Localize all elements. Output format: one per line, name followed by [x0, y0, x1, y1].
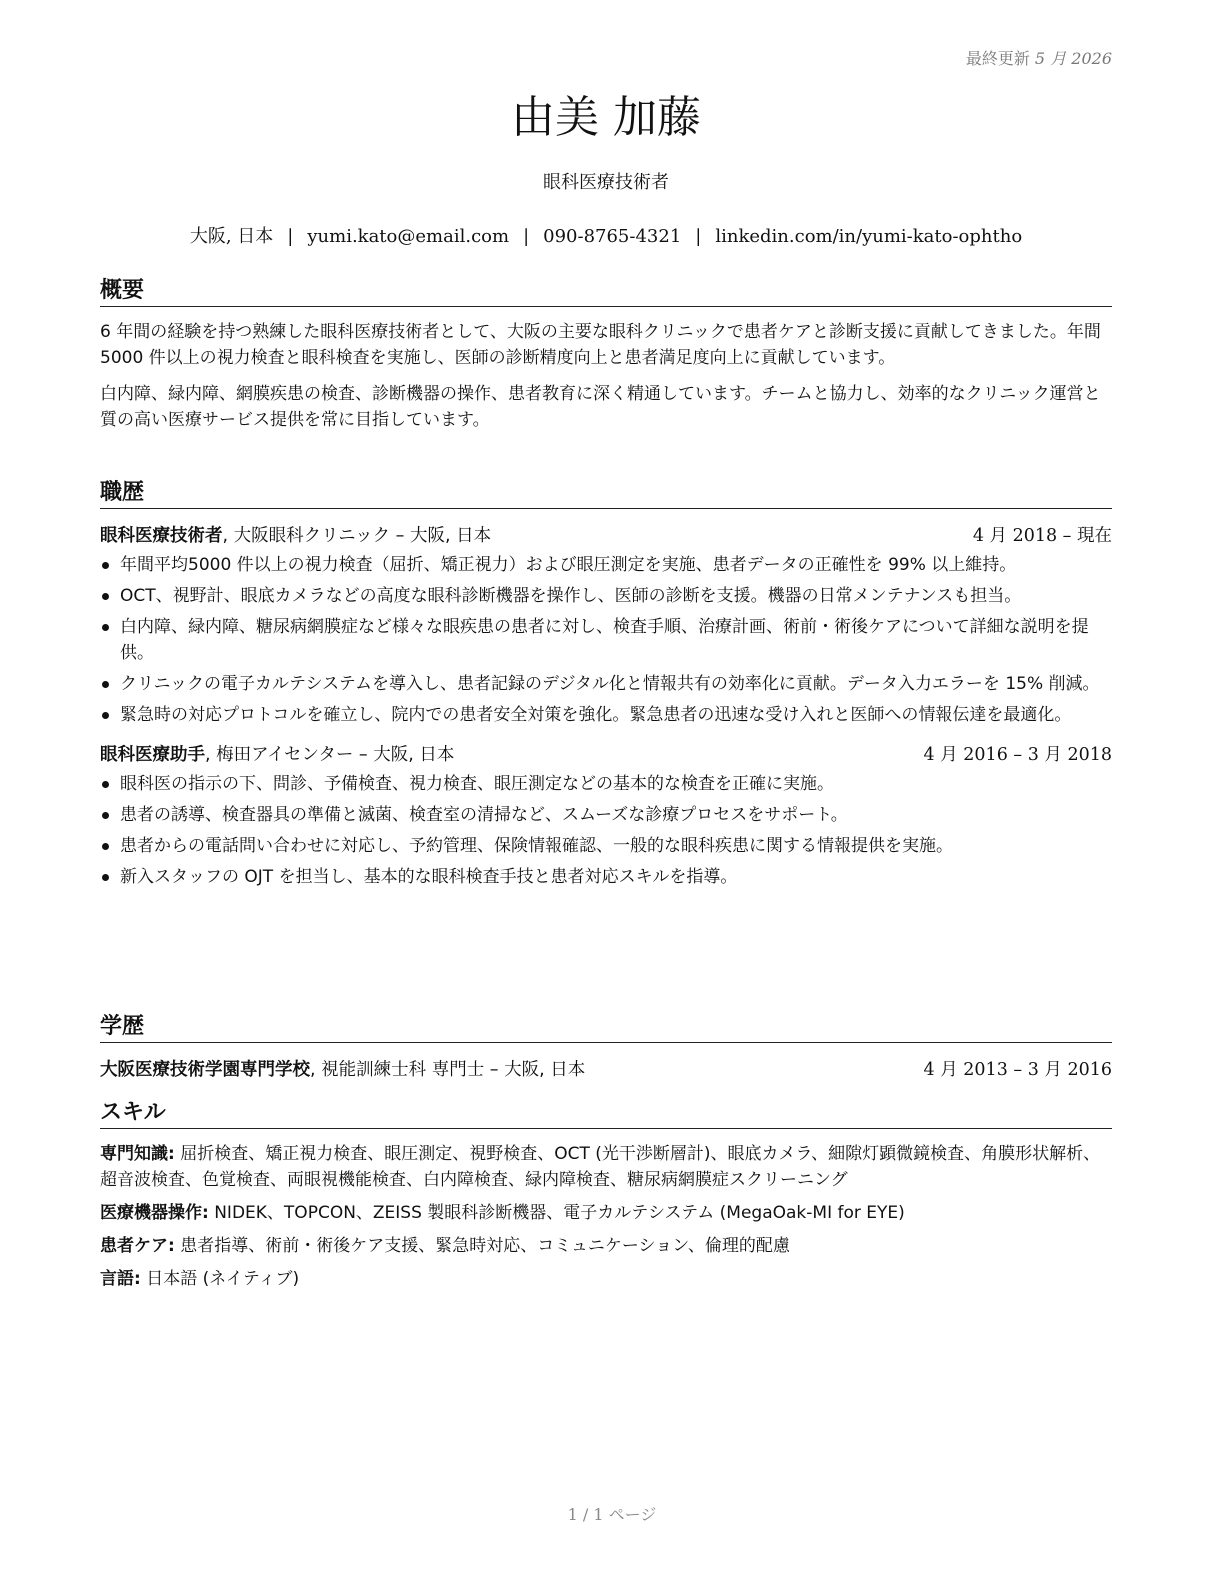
bullet-text: 患者からの電話問い合わせに対応し、予約管理、保険情報確認、一般的な眼科疾患に関する情報提供を実施。 — [120, 836, 953, 856]
bullet-text: 年間平均5000 件以上の視力検査（屈折、矯正視力）および眼圧測定を実施、患者データの正確性を 99% 以上維持。 — [120, 555, 1017, 575]
list-item — [100, 833, 1112, 859]
candidate-name: 由美 加藤 — [511, 92, 701, 143]
school-name: 大阪医療技術学園専門学校 — [100, 1060, 310, 1080]
bullet-icon — [102, 812, 109, 819]
summary-section — [100, 276, 1112, 433]
job-entry — [100, 523, 1112, 728]
bullet-icon — [102, 874, 109, 881]
bullet-icon — [102, 681, 109, 688]
bullet-text: 新入スタッフの OJT を担当し、基本的な眼科検査手技と患者対応スキルを指導。 — [120, 867, 738, 887]
job-bullets — [100, 771, 1112, 890]
bullet-text: 患者の誘導、検査器具の準備と滅菌、検査室の清掃など、スムーズな診療プロセスをサポート。 — [120, 805, 848, 825]
bullet-icon — [102, 562, 109, 569]
list-item — [100, 552, 1112, 578]
contact-separator: | — [287, 226, 294, 247]
list-item — [100, 583, 1112, 609]
job-entry — [100, 742, 1112, 890]
skills-section — [100, 1098, 1112, 1299]
list-item — [100, 702, 1112, 728]
education-entry — [100, 1057, 1112, 1083]
skill-text: 日本語 (ネイティブ) — [140, 1269, 300, 1289]
job-dates: 4 月 2018 – 現在 — [972, 526, 1112, 546]
skill-text: NIDEK、TOPCON、ZEISS 製眼科診断機器、電子カルテシステム (MegaOak-MI for EYE) — [208, 1203, 905, 1223]
skill-label: 患者ケア: — [100, 1236, 175, 1256]
contact-phone[interactable]: 090-8765-4321 — [543, 226, 682, 247]
job-employer: , 大阪眼科クリニック – 大阪, 日本 — [222, 526, 492, 546]
skill-row — [100, 1266, 1112, 1292]
skill-row — [100, 1141, 1112, 1193]
school-detail: , 視能訓練士科 専門士 – 大阪, 日本 — [310, 1060, 586, 1080]
contact-linkedin[interactable]: linkedin.com/in/yumi-kato-ophtho — [715, 226, 1023, 247]
section-heading: 職歴 — [100, 478, 1112, 509]
contact-line — [100, 224, 1112, 250]
section-heading: 概要 — [100, 276, 1112, 307]
summary-paragraph: 白内障、緑内障、網膜疾患の検査、診断機器の操作、患者教育に深く精通しています。チームと協力し、効率的なクリニック運営と質の高い医療サービス提供を常に目指しています。 — [100, 384, 1101, 430]
job-header — [100, 742, 1112, 768]
bullet-icon — [102, 624, 109, 631]
contact-separator: | — [523, 226, 530, 247]
bullet-icon — [102, 712, 109, 719]
experience-section — [100, 478, 1112, 895]
list-item — [100, 671, 1112, 697]
bullet-text: クリニックの電子カルテシステムを導入し、患者記録のデジタル化と情報共有の効率化に貢献。データ入力エラーを 15% 削減。 — [120, 674, 1100, 694]
skill-text: 屈折検査、矯正視力検査、眼圧測定、視野検査、OCT (光干渉断層計)、眼底カメラ、細隙灯顕微鏡検査、角膜形状解析、超音波検査、色覚検査、両眼視機能検査、白内障検査、緑内障検査、糖尿病網膜症スクリーニング — [100, 1144, 1101, 1190]
bullet-text: 眼科医の指示の下、問診、予備検査、視力検査、眼圧測定などの基本的な検査を正確に実施。 — [120, 774, 834, 794]
job-bullets — [100, 552, 1112, 728]
list-item — [100, 864, 1112, 890]
page-indicator: 1 / 1 ページ — [567, 1505, 657, 1524]
bullet-text: OCT、視野計、眼底カメラなどの高度な眼科診断機器を操作し、医師の診断を支援。機器の日常メンテナンスも担当。 — [120, 586, 1022, 606]
bullet-icon — [102, 593, 109, 600]
bullet-text: 緊急時の対応プロトコルを確立し、院内での患者安全対策を強化。緊急患者の迅速な受け入れと医師への情報伝達を最適化。 — [120, 705, 1072, 725]
list-item — [100, 802, 1112, 828]
skill-label: 言語: — [100, 1269, 141, 1289]
section-heading: 学歴 — [100, 1012, 1112, 1043]
skill-text: 患者指導、術前・術後ケア支援、緊急時対応、コミュニケーション、倫理的配慮 — [174, 1236, 790, 1256]
skill-row — [100, 1200, 1112, 1226]
last-updated-date: 5 月 2026 — [1034, 49, 1112, 68]
section-heading: スキル — [100, 1098, 1112, 1129]
skill-row — [100, 1233, 1112, 1259]
list-item — [100, 614, 1112, 666]
skill-label: 医療機器操作: — [100, 1203, 209, 1223]
last-updated — [966, 46, 1112, 69]
job-employer: , 梅田アイセンター – 大阪, 日本 — [205, 745, 455, 765]
education-section — [100, 1012, 1112, 1083]
summary-paragraph: 6 年間の経験を持つ熟練した眼科医療技術者として、大阪の主要な眼科クリニックで患者ケアと診断支援に貢献してきました。年間 5000 件以上の視力検査と眼科検査を実施し、医師の診断精度向上と患者満足度向上に貢献しています。 — [100, 322, 1101, 368]
candidate-title: 眼科医療技術者 — [543, 172, 669, 193]
skill-label: 専門知識: — [100, 1144, 175, 1164]
job-dates: 4 月 2016 – 3 月 2018 — [923, 745, 1112, 765]
bullet-icon — [102, 843, 109, 850]
contact-email[interactable]: yumi.kato@email.com — [307, 226, 510, 247]
job-role: 眼科医療助手 — [100, 745, 205, 765]
education-dates: 4 月 2013 – 3 月 2016 — [923, 1060, 1112, 1080]
job-header — [100, 523, 1112, 549]
contact-separator: | — [695, 226, 702, 247]
bullet-icon — [102, 781, 109, 788]
bullet-text: 白内障、緑内障、糖尿病網膜症など様々な眼疾患の患者に対し、検査手順、治療計画、術前・術後ケアについて詳細な説明を提供。 — [120, 617, 1089, 663]
last-updated-label: 最終更新 — [965, 49, 1030, 68]
list-item — [100, 771, 1112, 797]
contact-location: 大阪, 日本 — [189, 226, 274, 247]
job-role: 眼科医療技術者 — [100, 526, 223, 546]
